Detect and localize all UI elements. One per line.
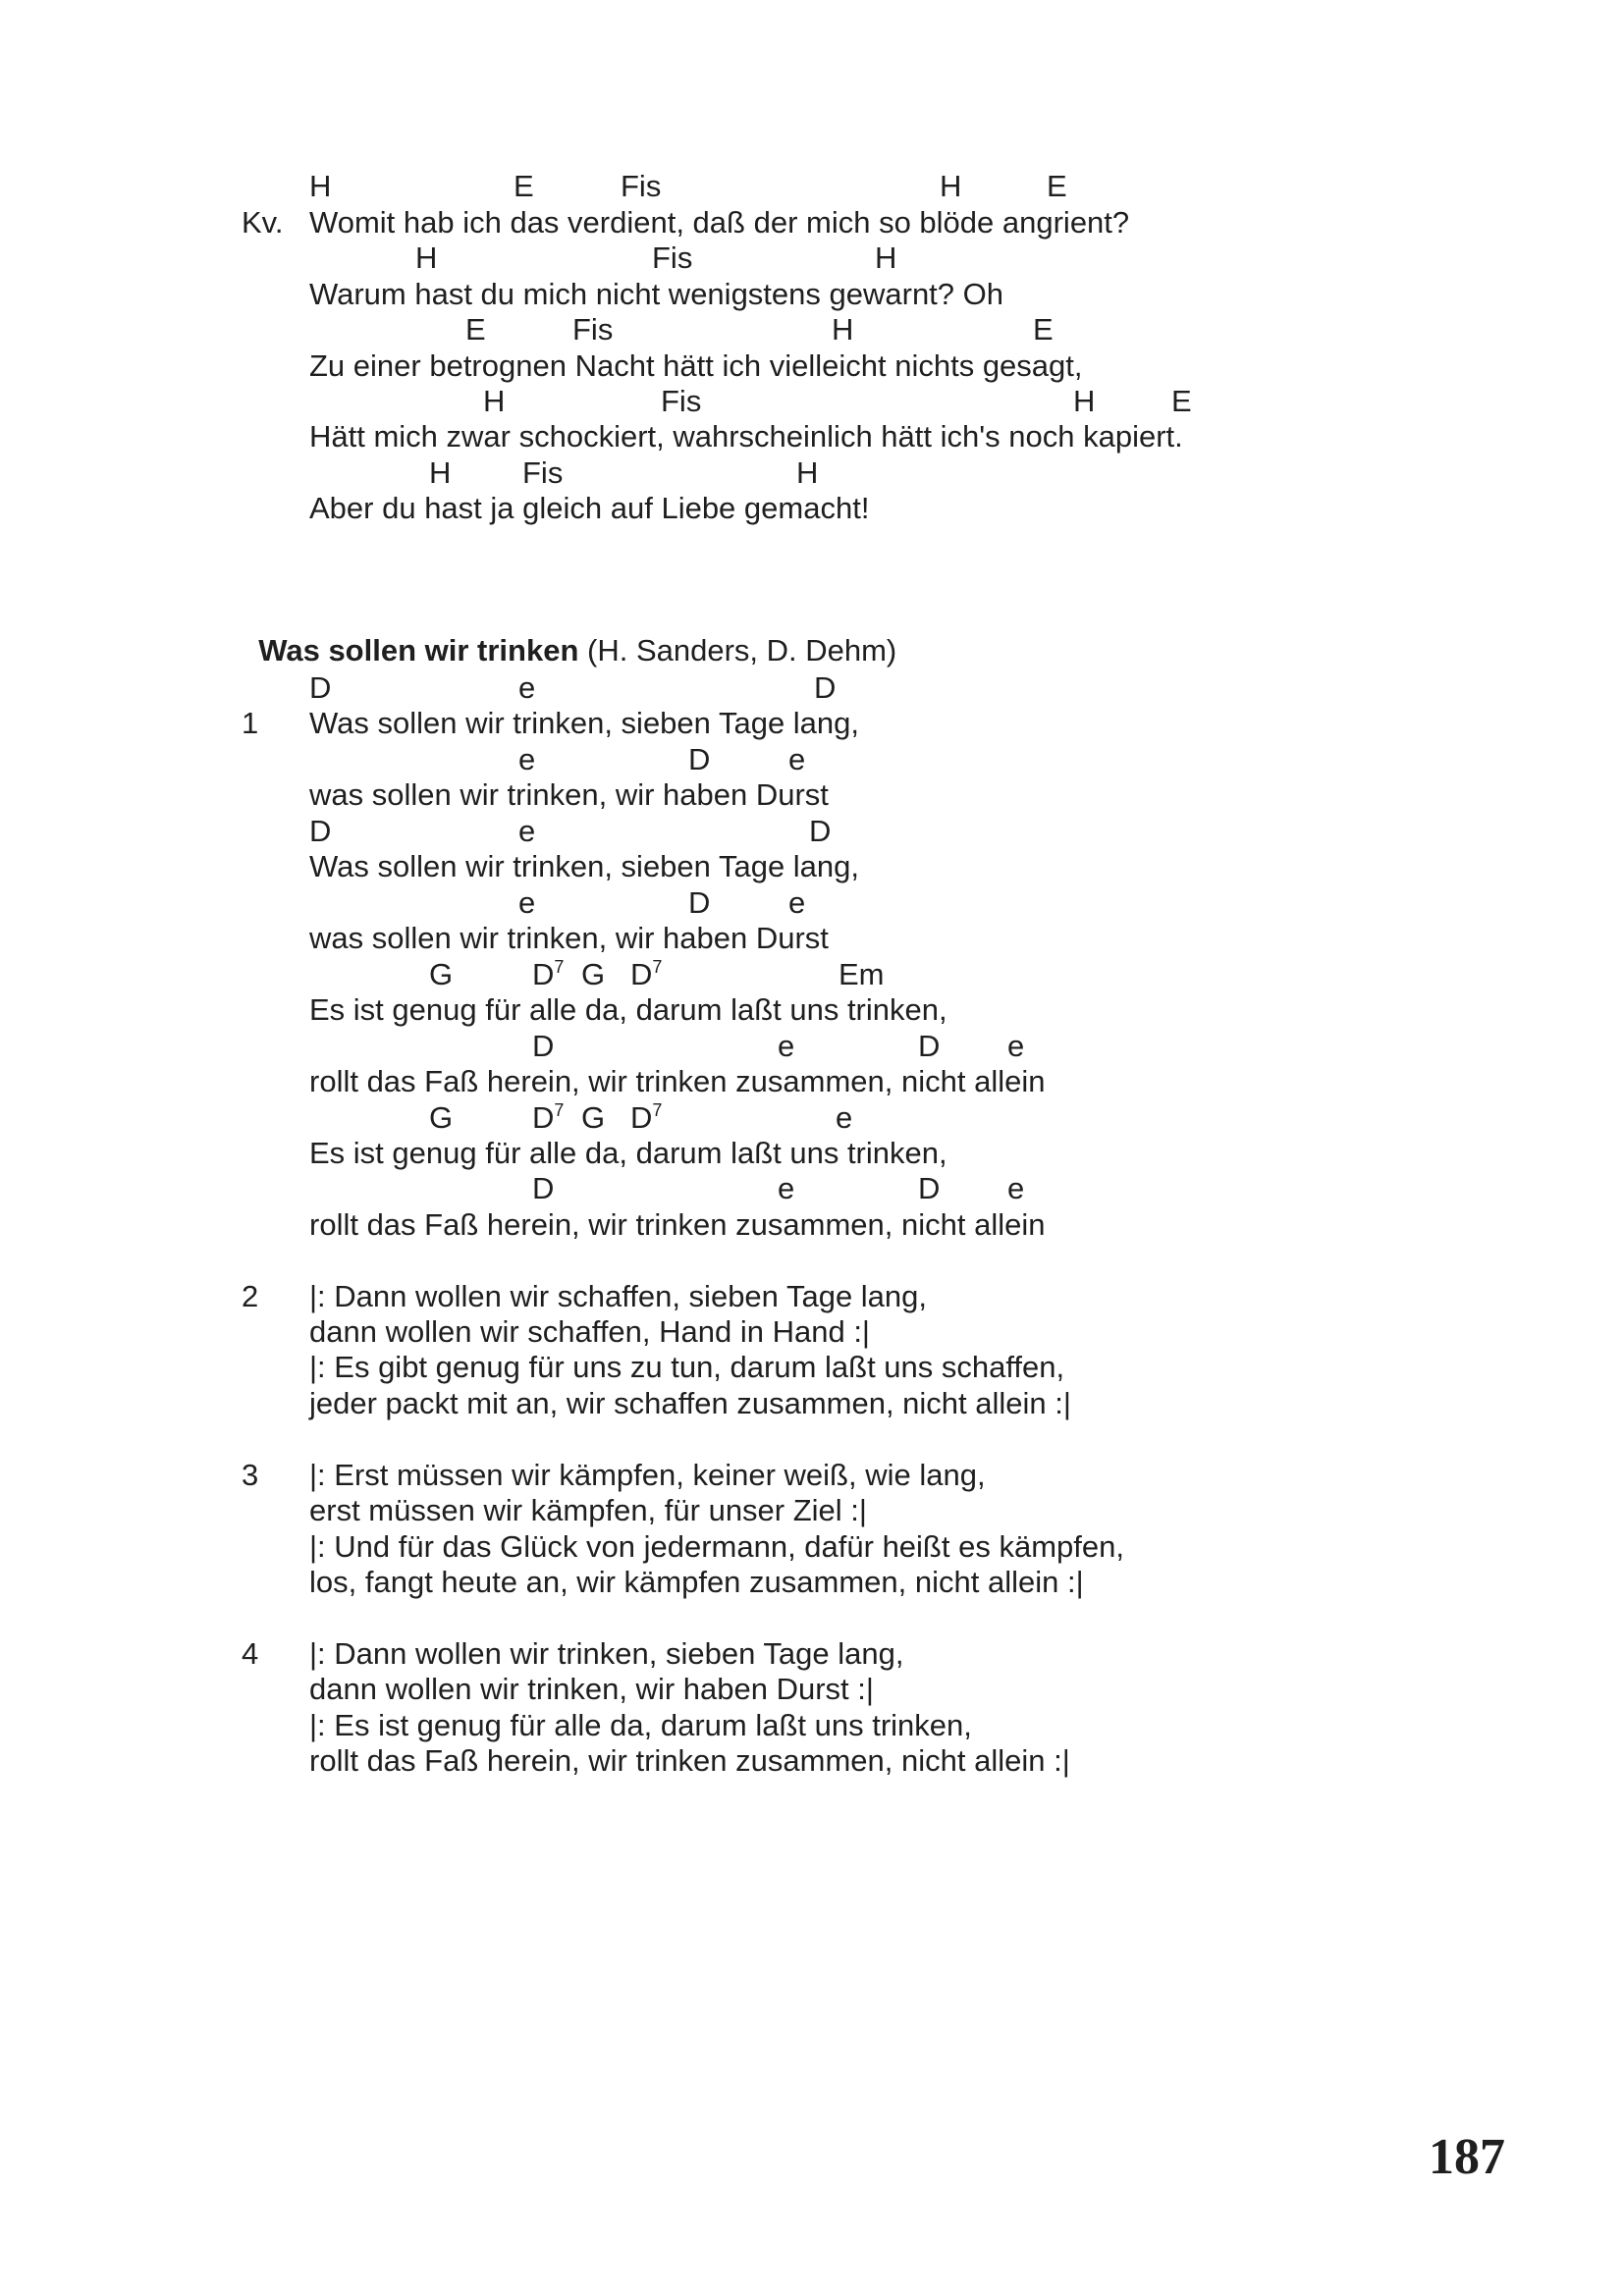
lyric: rollt das Faß herein, wir trinken zusammen, nicht allein bbox=[309, 1207, 1046, 1242]
lyric: Es ist genug für alle da, darum laßt uns trinken, bbox=[309, 1136, 947, 1170]
v1-lyric-line-3 bbox=[0, 849, 1623, 884]
v2-line-4 bbox=[0, 1386, 1623, 1421]
v1-chord-line-1 bbox=[0, 670, 1623, 706]
kv-lyric-line-3 bbox=[0, 348, 1623, 384]
v3-line-4 bbox=[0, 1565, 1623, 1600]
kv-chord-line-5 bbox=[0, 455, 1623, 491]
lyric: los, fangt heute an, wir kämpfen zusammen, nicht allein :| bbox=[309, 1565, 1084, 1599]
lyric: |: Es ist genug für alle da, darum laßt uns trinken, bbox=[309, 1708, 972, 1742]
chord: e bbox=[788, 742, 806, 776]
kv-chord-line-3 bbox=[0, 312, 1623, 347]
chord: H bbox=[483, 384, 506, 418]
chord: e bbox=[1007, 1171, 1025, 1205]
verse-number: 2 bbox=[242, 1279, 259, 1313]
chord: Em bbox=[839, 957, 885, 991]
v1-chord-line-6 bbox=[0, 1029, 1623, 1064]
v3-line-1 bbox=[0, 1458, 1623, 1493]
chord: D bbox=[814, 670, 837, 705]
v2-line-2 bbox=[0, 1314, 1623, 1350]
chord: D bbox=[532, 1029, 555, 1063]
v4-line-1 bbox=[0, 1636, 1623, 1672]
chord: D bbox=[809, 814, 832, 848]
chord: e bbox=[778, 1029, 795, 1063]
kv-lyric-line-5 bbox=[0, 491, 1623, 526]
chord: D bbox=[532, 1171, 555, 1205]
chord: e bbox=[518, 885, 536, 920]
lyric: jeder packt mit an, wir schaffen zusammen, nicht allein :| bbox=[309, 1386, 1071, 1420]
v1-chord-line-4 bbox=[0, 885, 1623, 921]
chord: G bbox=[429, 957, 454, 991]
lyric: Zu einer betrognen Nacht hätt ich vielleicht nichts gesagt, bbox=[309, 348, 1083, 383]
lyric: rollt das Faß herein, wir trinken zusammen, nicht allein bbox=[309, 1064, 1046, 1098]
song-authors: (H. Sanders, D. Dehm) bbox=[578, 633, 897, 667]
chord: H bbox=[875, 240, 897, 275]
chord: G bbox=[581, 957, 606, 991]
v4-line-2 bbox=[0, 1672, 1623, 1707]
chord: D bbox=[309, 670, 332, 705]
v1-lyric-line-5 bbox=[0, 992, 1623, 1028]
chord: E bbox=[1047, 169, 1067, 203]
v1-chord-line-8 bbox=[0, 1171, 1623, 1206]
verse-number: 3 bbox=[242, 1458, 259, 1492]
chord: E bbox=[465, 312, 486, 347]
v1-chord-line-7 bbox=[0, 1100, 1623, 1136]
v3-line-3 bbox=[0, 1529, 1623, 1565]
chord: D bbox=[918, 1171, 941, 1205]
chord: D bbox=[688, 885, 711, 920]
chord: D bbox=[918, 1029, 941, 1063]
verse-number: 4 bbox=[242, 1636, 259, 1671]
lyric: |: Es gibt genug für uns zu tun, darum laßt uns schaffen, bbox=[309, 1350, 1065, 1384]
chord: E bbox=[1033, 312, 1054, 347]
chord: e bbox=[788, 885, 806, 920]
v4-line-4 bbox=[0, 1743, 1623, 1779]
v3-line-2 bbox=[0, 1493, 1623, 1528]
chord: H bbox=[1073, 384, 1096, 418]
v1-lyric-line-2 bbox=[0, 777, 1623, 813]
v1-lyric-line-1 bbox=[0, 706, 1623, 741]
chord: Fis bbox=[621, 169, 662, 203]
chord: H bbox=[415, 240, 438, 275]
lyric: Hätt mich zwar schockiert, wahrscheinlich hätt ich's noch kapiert. bbox=[309, 419, 1183, 454]
v1-chord-line-2 bbox=[0, 742, 1623, 777]
chord: H bbox=[429, 455, 452, 490]
chord: H bbox=[309, 169, 332, 203]
chord: Fis bbox=[652, 240, 693, 275]
v2-line-3 bbox=[0, 1350, 1623, 1385]
chord: $D^7$ bbox=[630, 1100, 663, 1135]
lyric: Es ist genug für alle da, darum laßt uns trinken, bbox=[309, 992, 947, 1027]
kv-chord-line-4 bbox=[0, 384, 1623, 419]
chord: G bbox=[429, 1100, 454, 1135]
song-title: Was sollen wir trinken bbox=[258, 633, 579, 667]
lyric: Aber du hast ja gleich auf Liebe gemacht! bbox=[309, 491, 870, 525]
v1-lyric-line-4 bbox=[0, 921, 1623, 956]
lyric: |: Erst müssen wir kämpfen, keiner weiß, wie lang, bbox=[309, 1458, 986, 1492]
chord: D bbox=[309, 814, 332, 848]
chord: e bbox=[518, 670, 536, 705]
chord: H bbox=[832, 312, 854, 347]
v1-lyric-line-7 bbox=[0, 1136, 1623, 1171]
kv-lyric-line-2 bbox=[0, 277, 1623, 312]
kv-lyric-line-1 bbox=[0, 205, 1623, 240]
chord: $D^7$ bbox=[532, 1100, 565, 1135]
chord: e bbox=[518, 742, 536, 776]
kv-label: Kv. bbox=[242, 205, 284, 240]
chord: H bbox=[796, 455, 819, 490]
lyric: |: Dann wollen wir schaffen, sieben Tage lang, bbox=[309, 1279, 928, 1313]
lyric: rollt das Faß herein, wir trinken zusammen, nicht allein :| bbox=[309, 1743, 1070, 1778]
lyric: dann wollen wir trinken, wir haben Durst :| bbox=[309, 1672, 874, 1706]
v1-chord-line-3 bbox=[0, 814, 1623, 849]
page-number: 187 bbox=[1429, 2129, 1505, 2185]
lyric: Was sollen wir trinken, sieben Tage lang, bbox=[309, 706, 860, 740]
chord: G bbox=[581, 1100, 606, 1135]
kv-chord-line-2 bbox=[0, 240, 1623, 276]
lyric: erst müssen wir kämpfen, für unser Ziel :| bbox=[309, 1493, 867, 1527]
chord: Fis bbox=[522, 455, 564, 490]
lyric: was sollen wir trinken, wir haben Durst bbox=[309, 777, 829, 812]
lyric: Womit hab ich das verdient, daß der mich so blöde angrient? bbox=[309, 205, 1130, 240]
v1-lyric-line-8 bbox=[0, 1207, 1623, 1243]
lyric: |: Dann wollen wir trinken, sieben Tage lang, bbox=[309, 1636, 904, 1671]
v1-lyric-line-6 bbox=[0, 1064, 1623, 1099]
chord: e bbox=[778, 1171, 795, 1205]
chord: Fis bbox=[661, 384, 702, 418]
lyric: |: Und für das Glück von jedermann, dafür heißt es kämpfen, bbox=[309, 1529, 1124, 1564]
kv-lyric-line-4 bbox=[0, 419, 1623, 454]
verse-number: 1 bbox=[242, 706, 259, 740]
chord: D bbox=[688, 742, 711, 776]
chord: Fis bbox=[572, 312, 614, 347]
lyric: Warum hast du mich nicht wenigstens gewarnt? Oh bbox=[309, 277, 1004, 311]
chord: E bbox=[514, 169, 534, 203]
chord: E bbox=[1171, 384, 1192, 418]
chord: e bbox=[836, 1100, 853, 1135]
chord: $D^7$ bbox=[630, 957, 663, 991]
lyric: dann wollen wir schaffen, Hand in Hand :| bbox=[309, 1314, 870, 1349]
lyric: Was sollen wir trinken, sieben Tage lang, bbox=[309, 849, 860, 883]
song-title-line bbox=[242, 598, 1420, 667]
chord: H bbox=[940, 169, 962, 203]
lyric: was sollen wir trinken, wir haben Durst bbox=[309, 921, 829, 955]
chord: e bbox=[518, 814, 536, 848]
chord: e bbox=[1007, 1029, 1025, 1063]
v2-line-1 bbox=[0, 1279, 1623, 1314]
v4-line-3 bbox=[0, 1708, 1623, 1743]
kv-chord-line-1 bbox=[0, 169, 1623, 204]
v1-chord-line-5 bbox=[0, 957, 1623, 992]
chord: $D^7$ bbox=[532, 957, 565, 991]
